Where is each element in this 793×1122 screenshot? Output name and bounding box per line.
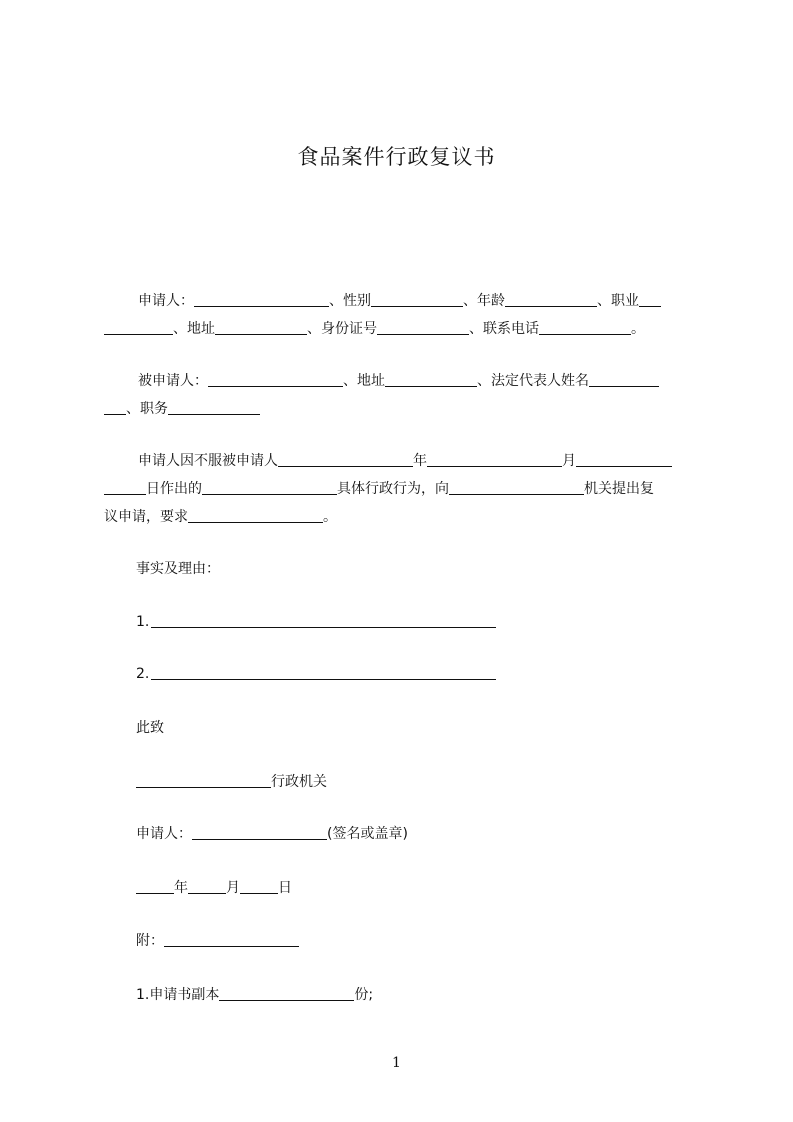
gender-label: 、性别	[329, 293, 371, 309]
period: 。	[631, 321, 645, 337]
signature-note: (签名或盖章)	[327, 826, 408, 842]
act-to-label: 具体行政行为，向	[337, 481, 449, 497]
legal-rep-label: 、法定代表人姓名	[477, 373, 589, 389]
request-line-1	[104, 449, 704, 473]
year-label: 年	[413, 453, 427, 469]
request-line-2	[104, 477, 704, 501]
document-title: 食品案件行政复议书	[297, 145, 496, 169]
blank-legal-rep-end[interactable]	[104, 399, 126, 415]
request-start: 申请人因不服被申请人	[138, 453, 278, 469]
id-number-label: 、身份证号	[307, 321, 377, 337]
organ-label: 行政机关	[271, 774, 327, 790]
blank-request-year[interactable]	[278, 451, 413, 467]
blank-applicant-name[interactable]	[194, 291, 329, 307]
address-label: 、地址	[173, 321, 215, 337]
facts-heading: 事实及理由：	[136, 561, 220, 577]
date-day-label: 日	[278, 880, 292, 896]
blank-occupation-end[interactable]	[104, 319, 173, 335]
blank-address[interactable]	[215, 319, 307, 335]
blank-fact-2[interactable]	[151, 664, 496, 680]
blank-request-demand[interactable]	[188, 507, 323, 523]
attachment-1-line	[104, 983, 704, 1007]
fact-line-1	[104, 610, 704, 634]
respondent-info-line-2	[104, 397, 704, 421]
fact-line-2	[104, 662, 704, 686]
blank-organ-name[interactable]	[136, 772, 271, 788]
attachments-line	[104, 929, 704, 953]
blank-age[interactable]	[505, 291, 597, 307]
date-month-label: 月	[226, 880, 240, 896]
position-label: 、职务	[126, 401, 168, 417]
blank-request-day-end[interactable]	[104, 479, 146, 495]
attachments-label: 附：	[136, 933, 164, 949]
blank-date-year[interactable]	[136, 878, 174, 894]
greeting-line	[104, 716, 704, 740]
respondent-address-label: 、地址	[343, 373, 385, 389]
applicant-label: 申请人：	[138, 293, 194, 309]
greeting: 此致	[136, 720, 164, 736]
blank-respondent-address[interactable]	[385, 371, 477, 387]
attachment-1-end: 份;	[354, 987, 374, 1003]
blank-attachments[interactable]	[164, 931, 299, 947]
date-year-label: 年	[174, 880, 188, 896]
blank-position[interactable]	[168, 399, 260, 415]
attachment-1-start: 1.申请书副本	[136, 987, 220, 1003]
facts-heading-line	[104, 557, 704, 581]
applicant-info-line-2	[104, 317, 704, 341]
blank-request-decision[interactable]	[202, 479, 337, 495]
blank-date-day[interactable]	[240, 878, 278, 894]
blank-attachment-1-copies[interactable]	[219, 985, 354, 1001]
page-number: 1	[392, 1055, 401, 1071]
fact-1-number: 1.	[136, 614, 150, 630]
request-end: 。	[323, 509, 337, 525]
blank-respondent-name[interactable]	[208, 371, 343, 387]
blank-request-day-start[interactable]	[576, 451, 672, 467]
month-label: 月	[562, 453, 576, 469]
blank-legal-rep-start[interactable]	[589, 371, 659, 387]
blank-date-month[interactable]	[188, 878, 226, 894]
occupation-label: 、职业	[597, 293, 639, 309]
applicant-info-line-1	[104, 289, 704, 313]
request-line-3	[104, 505, 704, 529]
day-made-label: 日作出的	[146, 481, 202, 497]
blank-request-month[interactable]	[427, 451, 562, 467]
blank-request-organ[interactable]	[449, 479, 584, 495]
signature-line	[104, 822, 704, 846]
respondent-info-line-1	[104, 369, 704, 393]
request-line3-start: 议申请，要求	[104, 509, 188, 525]
date-line	[104, 876, 704, 900]
phone-label: 、联系电话	[469, 321, 539, 337]
blank-id-number[interactable]	[377, 319, 469, 335]
blank-fact-1[interactable]	[151, 612, 496, 628]
blank-gender[interactable]	[371, 291, 463, 307]
blank-phone[interactable]	[539, 319, 631, 335]
blank-signature[interactable]	[192, 824, 327, 840]
signature-label: 申请人：	[136, 826, 192, 842]
organ-line	[104, 770, 704, 794]
respondent-label: 被申请人：	[138, 373, 208, 389]
fact-2-number: 2.	[136, 666, 150, 682]
organ-label-inline: 机关提出复	[584, 481, 654, 497]
age-label: 、年龄	[463, 293, 505, 309]
blank-occupation-start[interactable]	[639, 291, 661, 307]
